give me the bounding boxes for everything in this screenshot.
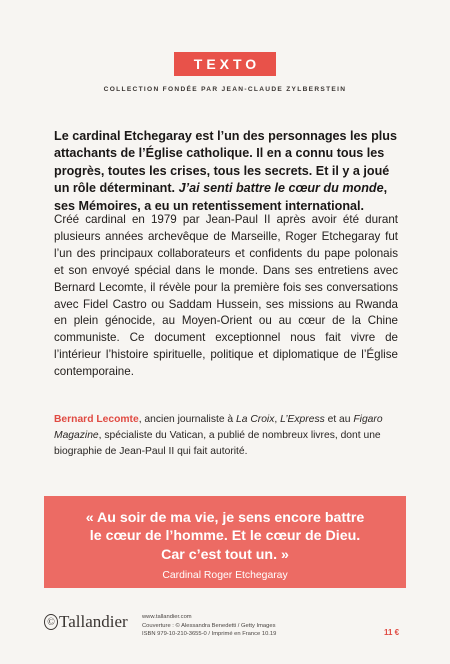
author-name: Bernard Lecomte	[54, 414, 139, 425]
quote-line-2: le cœur de l’homme. Et le cœur de Dieu.	[89, 528, 361, 545]
author-bio	[54, 412, 398, 459]
publication-figaro-magazine: Figaro Magazine	[54, 414, 383, 441]
series-badge: TEXTO	[174, 52, 276, 76]
isbn-line: ISBN 979-10-210-3655-0 / Imprimé en France 10.19	[142, 631, 277, 638]
lead-text-2: , ses Mémoires, a eu un retentissement international.	[54, 181, 388, 213]
series-header	[0, 52, 450, 76]
quote-line-3: Car c’est tout un. »	[161, 546, 289, 563]
author-bio-text-4: , spécialiste du Vatican, a publié de nombreux livres, dont une biographie de Jean-Paul II qui fait autorité.	[54, 429, 381, 457]
author-bio-text-1: , ancien journaliste à	[138, 414, 237, 425]
price-label: 11 €	[384, 628, 400, 637]
quote-attribution: Cardinal Roger Etchegaray	[162, 570, 288, 582]
author-bio-text-2: ,	[274, 414, 281, 425]
copyright-icon: ©	[44, 614, 58, 630]
collection-line: COLLECTION FONDÉE PAR JEAN-CLAUDE ZYLBERSTEIN	[103, 86, 347, 93]
publisher-name: Tallandier	[59, 612, 128, 631]
memoir-title: J’ai senti battre le cœur du monde	[178, 181, 384, 196]
quote-box	[44, 496, 406, 588]
lead-paragraph	[54, 128, 398, 215]
publisher-website: www.tallandier.com	[142, 614, 192, 620]
publication-la-croix: La Croix	[236, 414, 275, 425]
author-bio-text-3: et au	[324, 414, 354, 425]
credits-block	[142, 613, 276, 639]
body-paragraph: Créé cardinal en 1979 par Jean-Paul II après avoir été durant plusieurs années archevêque de Marseille, Roger Etchegaray fut l’un des principaux collaborateurs et confidents du pape polonais et son envoyé spécial dans le monde. Dans ses entretiens avec Bernard Lecomte, il révèle pour la première fois ses conversations avec Fidel Castro ou Saddam Hussein, ses missions au Rwanda en plein génocide, au Moyen-Orient ou au cœur de la Chine communiste. Ce document exceptionnel nous fait vivre de l’intérieur l’histoire spirituelle, politique et diplomatique de l’Église contemporaine.	[54, 213, 398, 379]
publisher-logo	[44, 612, 128, 632]
quote-line-1: « Au soir de ma vie, je sens encore battre	[85, 510, 365, 526]
lead-text-1: Le cardinal Etchegaray est l’un des personnages les plus attachants de l’Église catholique. Il en a connu tous les progrès, toutes les crises, tous les secrets. Et il y a joué un rôle déterminant.	[54, 129, 397, 196]
publication-l-express: L’Express	[280, 414, 325, 425]
cover-credit: Couverture : © Alessandra Benedetti / Getty Images	[142, 622, 276, 629]
